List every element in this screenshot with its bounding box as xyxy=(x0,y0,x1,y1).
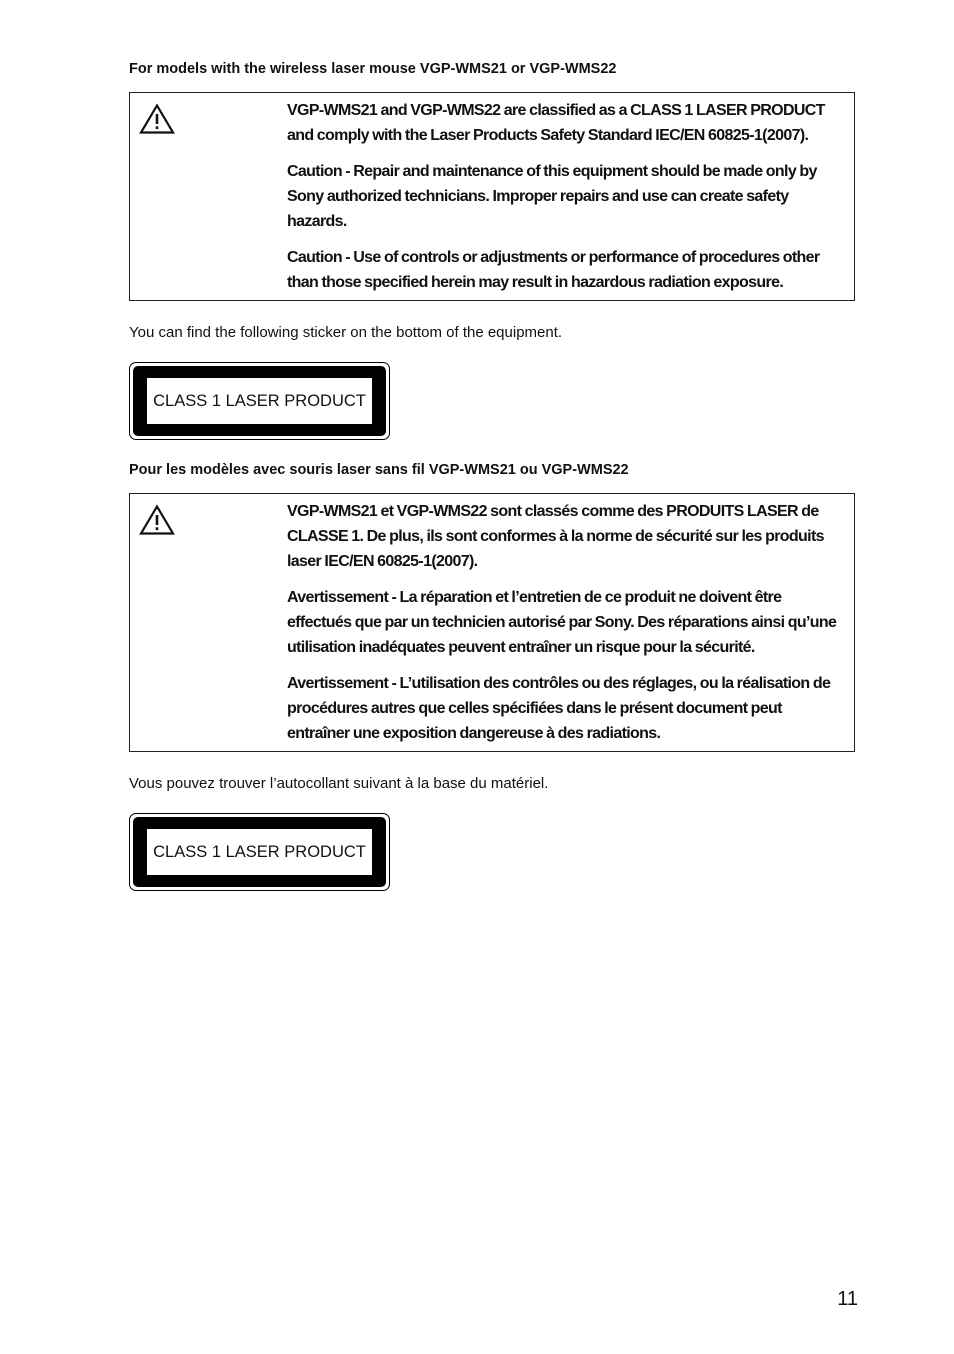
french-warning-text xyxy=(287,494,854,751)
french-classification-statement: VGP-WMS21 et VGP-WMS22 sont classés comme des PRODUITS LASER de CLASSE 1. De plus, ils sont conformes à la norme de sécurité sur les produits laser IEC/EN 60825-1(2007). xyxy=(287,503,824,570)
warning-triangle-icon xyxy=(139,103,175,135)
english-controls-caution: Caution - Use of controls or adjustments or performance of procedures other than those specified herein may result in hazardous radiation exposure. xyxy=(287,249,820,291)
french-controls-warning: Avertissement - L’utilisation des contrôles ou des réglages, ou la réalisation de procédures autres que celles spécifiées dans le présent document peut entraîner une exposition dangereuse à des radiations. xyxy=(287,675,831,742)
english-laser-sticker xyxy=(129,362,390,440)
french-laser-sticker xyxy=(129,813,390,891)
sticker-frame xyxy=(133,817,386,887)
english-section-heading: For models with the wireless laser mouse VGP-WMS21 or VGP-WMS22 xyxy=(129,61,617,77)
french-section-heading: Pour les modèles avec souris laser sans fil VGP-WMS21 ou VGP-WMS22 xyxy=(129,462,629,478)
english-repair-caution: Caution - Repair and maintenance of this equipment should be made only by Sony authorized technicians. Improper repairs and use can create safety hazards. xyxy=(287,163,817,230)
sticker-label: CLASS 1 LASER PRODUCT xyxy=(147,829,372,875)
english-classification-statement: VGP-WMS21 and VGP-WMS22 are classified as a CLASS 1 LASER PRODUCT and comply with the Laser Products Safety Standard IEC/EN 60825-1(2007). xyxy=(287,102,825,144)
english-warning-text xyxy=(287,93,854,300)
page-number: 11 xyxy=(837,1288,858,1310)
french-warning-box xyxy=(129,493,855,752)
sticker-frame xyxy=(133,366,386,436)
english-sticker-note: You can find the following sticker on the bottom of the equipment. xyxy=(129,324,563,341)
french-repair-warning: Avertissement - La réparation et l’entretien de ce produit ne doivent être effectués que par un technicien autorisé par Sony. Des réparations ainsi qu’une utilisation inadéquates peuvent entraîner un risque pour la sécurité. xyxy=(287,589,837,656)
warning-triangle-icon xyxy=(139,504,175,536)
english-warning-box xyxy=(129,92,855,301)
sticker-label: CLASS 1 LASER PRODUCT xyxy=(147,378,372,424)
french-sticker-note: Vous pouvez trouver l’autocollant suivant à la base du matériel. xyxy=(129,775,549,792)
